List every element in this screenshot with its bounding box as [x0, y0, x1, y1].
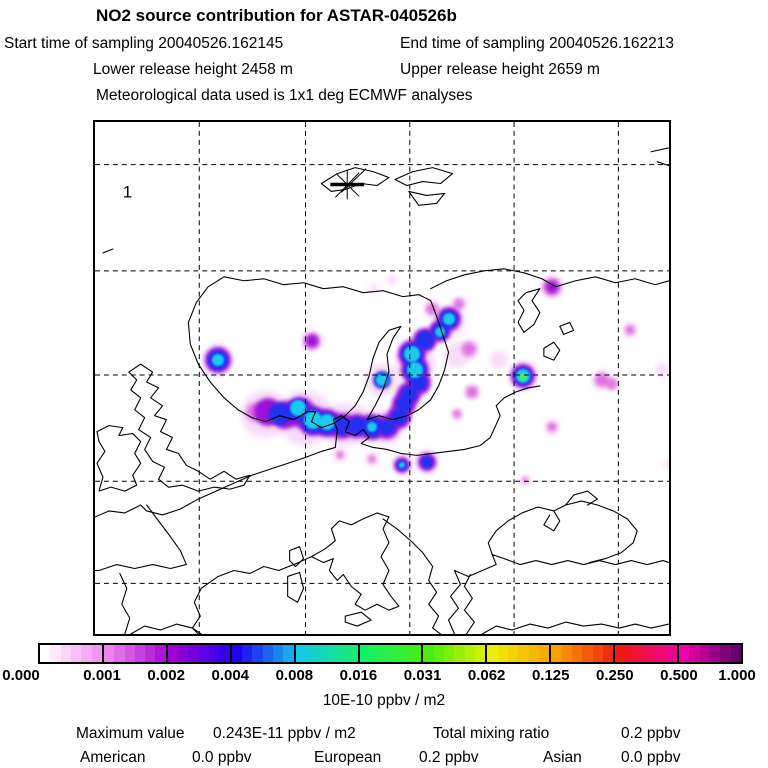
- colorbar-tick: 0.000: [2, 667, 40, 684]
- met-data-text: Meteorological data used is 1x1 deg ECMWF analyses: [96, 87, 473, 104]
- colorbar-tick: 0.500: [660, 667, 698, 684]
- colorbar-cell: [337, 645, 347, 662]
- colorbar-cell: [582, 645, 592, 662]
- colorbar-cell: [209, 645, 219, 662]
- colorbar-tick: 0.008: [275, 667, 314, 684]
- colorbar-cell: [273, 645, 283, 662]
- colorbar-cell: [40, 645, 50, 662]
- colorbar-cell: [710, 645, 720, 662]
- region-name: Asian: [543, 749, 582, 766]
- colorbar-cell: [155, 645, 165, 662]
- end-time-text: End time of sampling 20040526.162213: [400, 35, 675, 52]
- colorbar-cell: [114, 645, 124, 662]
- colorbar-unit-label: 10E-10 ppbv / m2: [322, 692, 446, 709]
- colorbar-cell: [593, 645, 603, 662]
- map-label-1: 1: [122, 182, 133, 202]
- colorbar-cell: [360, 645, 370, 662]
- colorbar-cell: [92, 645, 102, 662]
- colorbar-cell: [700, 645, 710, 662]
- colorbar-tick: 0.031: [403, 667, 442, 684]
- colorbar-cell: [444, 645, 454, 662]
- colorbar-cell: [625, 645, 635, 662]
- colorbar-tick: 0.250: [596, 667, 634, 684]
- region-value: 0.2 ppbv: [419, 749, 479, 766]
- colorbar-segment: [230, 645, 294, 662]
- colorbar-cell: [475, 645, 485, 662]
- colorbar-cell: [551, 645, 561, 662]
- colorbar-segment: [549, 645, 613, 662]
- colorbar-cell: [562, 645, 572, 662]
- colorbar-cell: [679, 645, 689, 662]
- colorbar-cell: [401, 645, 411, 662]
- colorbar-cell: [498, 645, 508, 662]
- colorbar-cell: [390, 645, 400, 662]
- total-mixing-ratio-label: Total mixing ratio: [433, 725, 550, 742]
- colorbar-segment: [40, 645, 102, 662]
- colorbar-segment: [358, 645, 422, 662]
- colorbar-cell: [219, 645, 229, 662]
- colorbar-cell: [199, 645, 209, 662]
- colorbar-cell: [178, 645, 188, 662]
- colorbar-cell: [423, 645, 433, 662]
- colorbar-cell: [539, 645, 549, 662]
- colorbar-tick: 0.001: [83, 667, 121, 684]
- max-value: 0.243E-11 ppbv / m2: [213, 725, 356, 742]
- colorbar-tick: 0.004: [211, 667, 250, 684]
- colorbar-cell: [263, 645, 273, 662]
- colorbar-cell: [380, 645, 390, 662]
- total-mixing-ratio-value: 0.2 ppbv: [621, 725, 681, 742]
- colorbar-cell: [125, 645, 135, 662]
- colorbar-cell: [327, 645, 337, 662]
- colorbar-cell: [145, 645, 155, 662]
- colorbar-tick: 0.125: [531, 667, 570, 684]
- colorbar-cell: [242, 645, 252, 662]
- colorbar-cell: [434, 645, 444, 662]
- region-name: European: [314, 749, 382, 766]
- colorbar-tick: 1.000: [718, 667, 756, 684]
- colorbar-cell: [232, 645, 242, 662]
- colorbar-cell: [306, 645, 316, 662]
- colorbar-cell: [61, 645, 71, 662]
- colorbar-segment: [166, 645, 230, 662]
- colorbar-cell: [529, 645, 539, 662]
- colorbar-cell: [50, 645, 60, 662]
- colorbar-cell: [411, 645, 421, 662]
- region-name: American: [80, 749, 146, 766]
- max-value-label: Maximum value: [76, 725, 185, 742]
- colorbar-cell: [316, 645, 326, 662]
- colorbar: [38, 643, 743, 664]
- colorbar-cell: [572, 645, 582, 662]
- colorbar-segment: [102, 645, 166, 662]
- colorbar-cell: [454, 645, 464, 662]
- colorbar-cell: [603, 645, 613, 662]
- lower-release-text: Lower release height 2458 m: [93, 61, 293, 78]
- colorbar-cell: [465, 645, 475, 662]
- colorbar-cell: [689, 645, 699, 662]
- colorbar-tick: 0.016: [339, 667, 378, 684]
- colorbar-cell: [168, 645, 178, 662]
- colorbar-cell: [283, 645, 293, 662]
- page-title: NO2 source contribution for ASTAR-040526b: [96, 6, 457, 25]
- colorbar-tick: 0.062: [467, 667, 506, 684]
- map-overlay: [95, 122, 669, 634]
- colorbar-cell: [508, 645, 518, 662]
- colorbar-cell: [188, 645, 198, 662]
- colorbar-cell: [720, 645, 730, 662]
- colorbar-cell: [636, 645, 646, 662]
- colorbar-segment: [677, 645, 741, 662]
- colorbar-cell: [347, 645, 357, 662]
- map-plot: [93, 120, 671, 636]
- colorbar-cell: [71, 645, 81, 662]
- region-value: 0.0 ppbv: [192, 749, 252, 766]
- upper-release-text: Upper release height 2659 m: [400, 61, 600, 78]
- colorbar-cell: [135, 645, 145, 662]
- colorbar-cell: [252, 645, 262, 662]
- start-time-text: Start time of sampling 20040526.162145: [4, 35, 284, 52]
- colorbar-cell: [518, 645, 528, 662]
- colorbar-segment: [485, 645, 549, 662]
- coastlines: [95, 148, 669, 634]
- region-value: 0.0 ppbv: [621, 749, 681, 766]
- colorbar-cell: [104, 645, 114, 662]
- sampling-location-marker: [330, 169, 366, 200]
- colorbar-ticks: [0, 667, 768, 685]
- colorbar-cell: [656, 645, 666, 662]
- colorbar-cell: [296, 645, 306, 662]
- colorbar-cell: [81, 645, 91, 662]
- colorbar-segment: [613, 645, 677, 662]
- colorbar-tick: 0.002: [147, 667, 185, 684]
- colorbar-cell: [615, 645, 625, 662]
- colorbar-segment: [421, 645, 485, 662]
- colorbar-cell: [370, 645, 380, 662]
- colorbar-segment: [294, 645, 358, 662]
- grid-lines: [95, 122, 669, 634]
- colorbar-cell: [667, 645, 677, 662]
- colorbar-cell: [646, 645, 656, 662]
- colorbar-cell: [731, 645, 741, 662]
- colorbar-cell: [487, 645, 497, 662]
